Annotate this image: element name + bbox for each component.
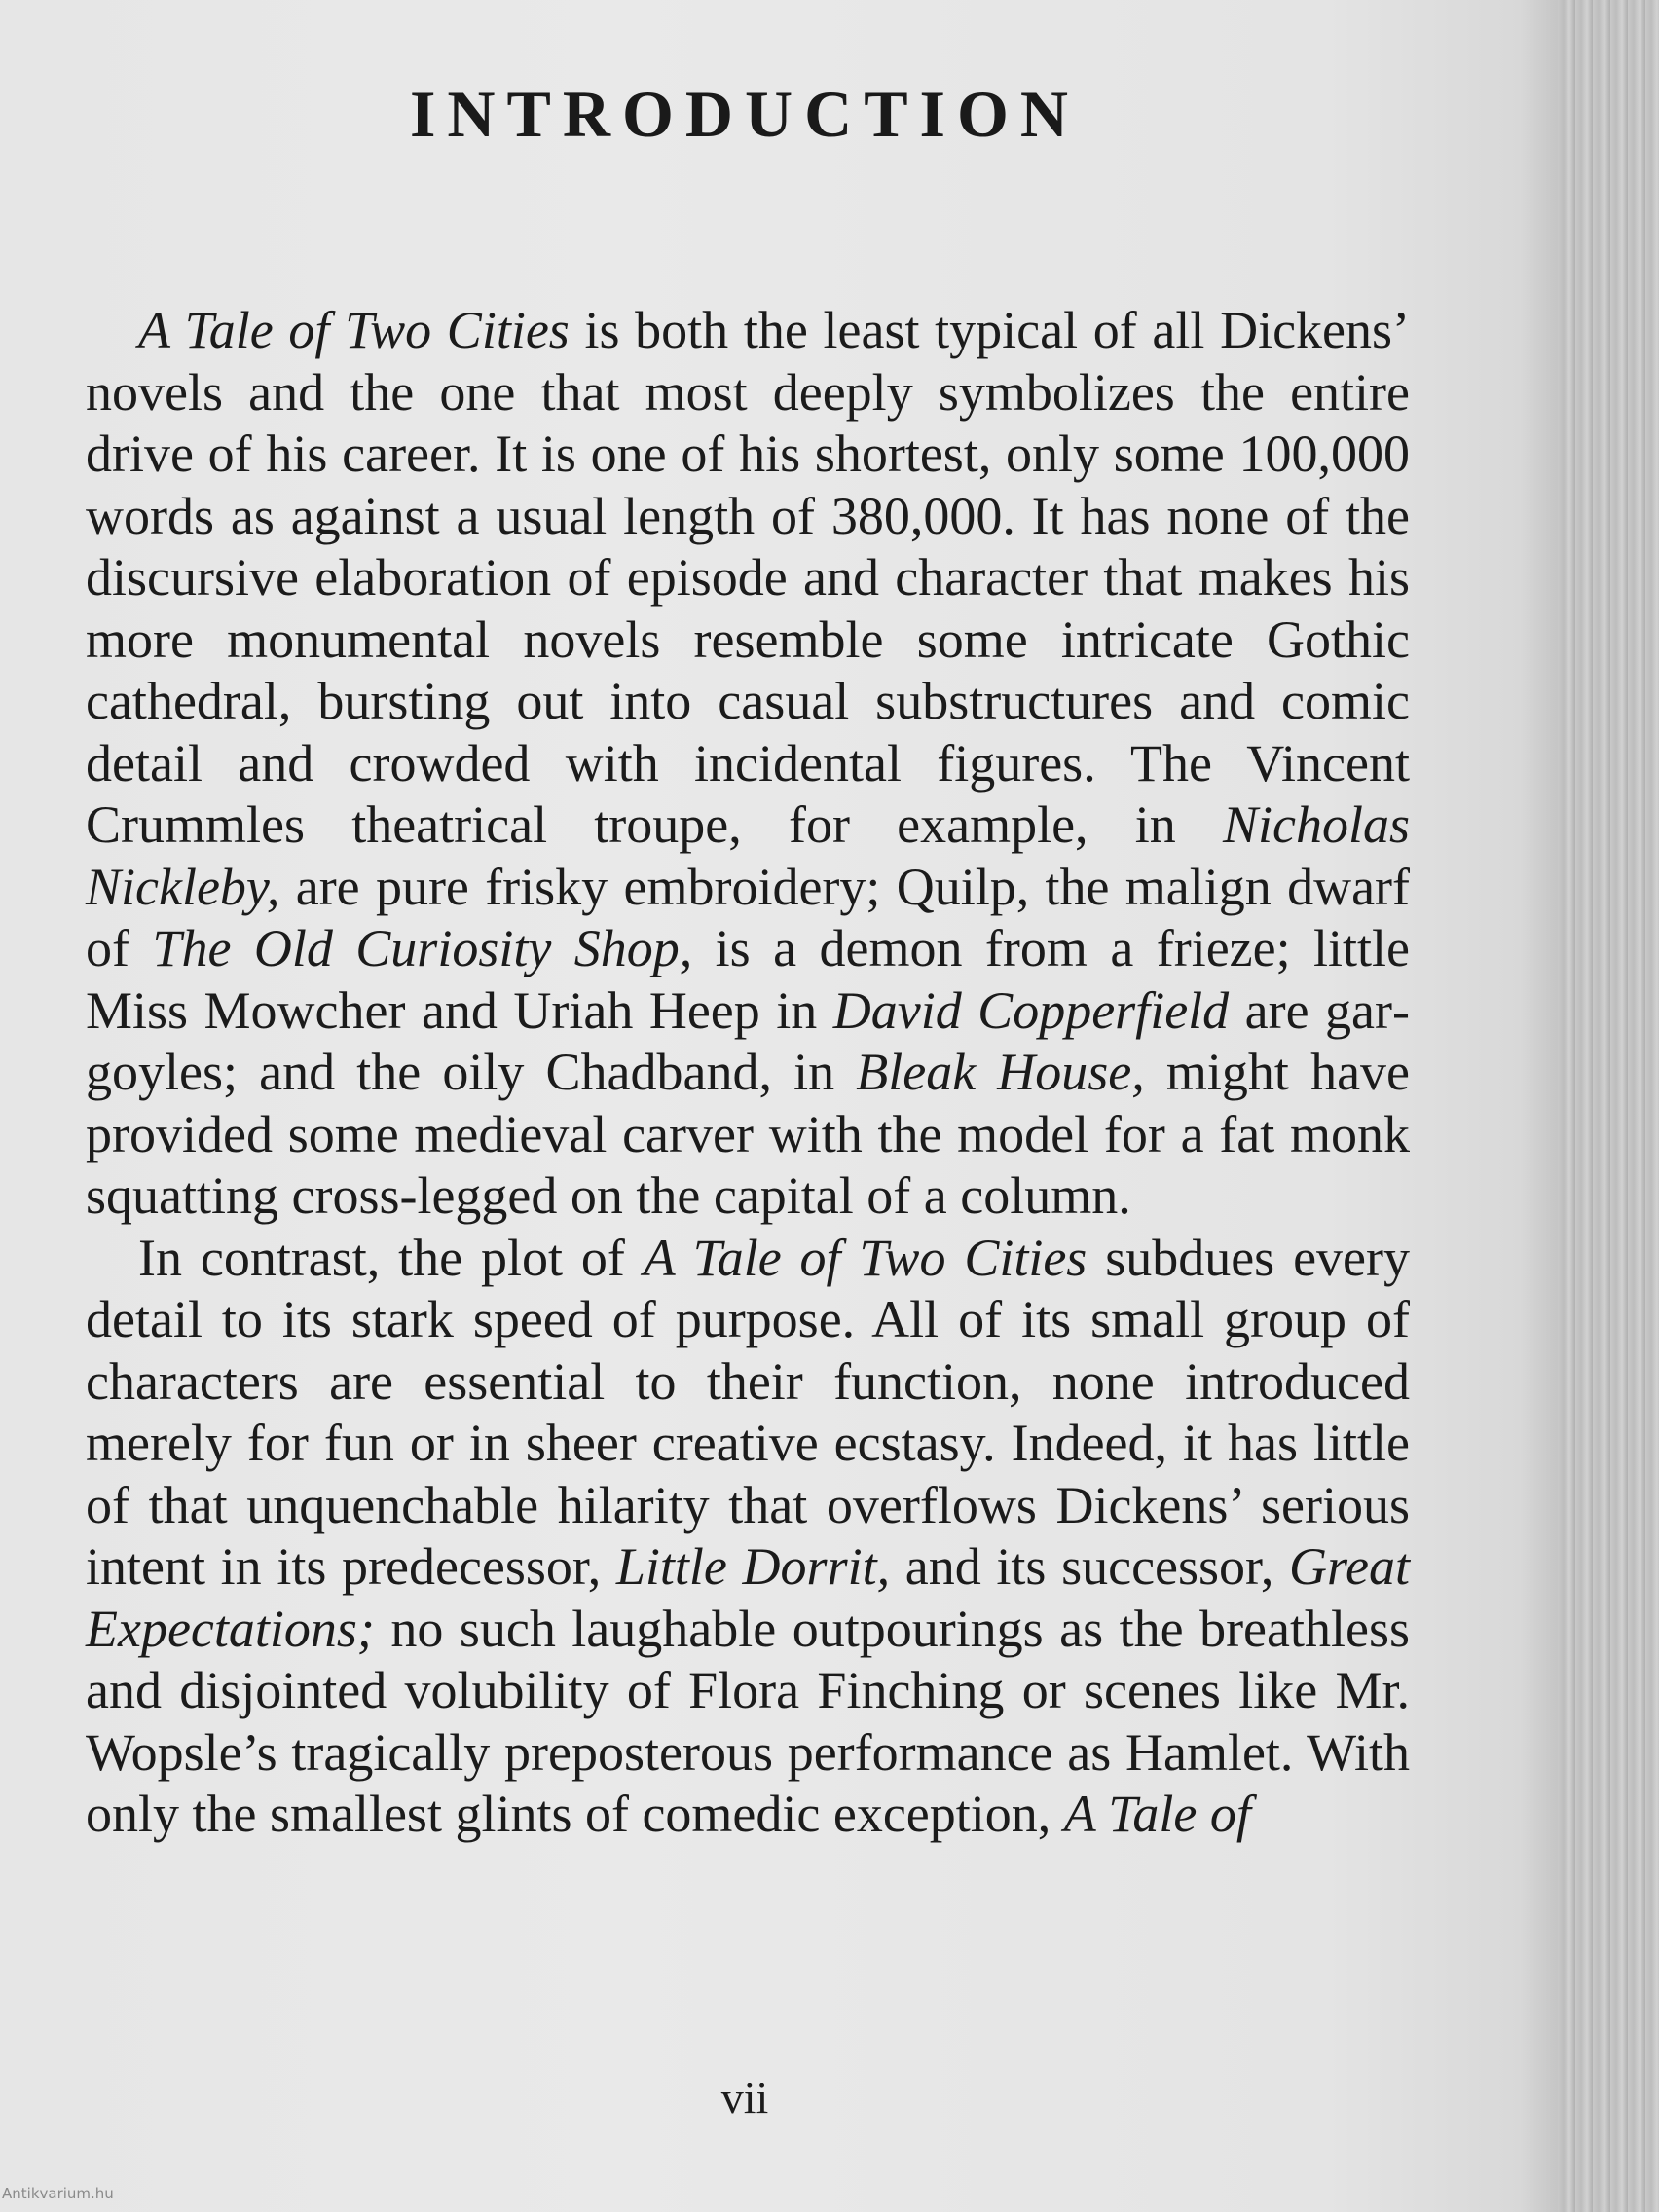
italic-title: A Tale of Two Cities <box>643 1228 1088 1287</box>
paragraph <box>86 1228 1410 1846</box>
italic-title: Great Expectations; <box>86 1537 1411 1658</box>
text-run: and its successor, <box>890 1537 1290 1596</box>
italic-title: A Tale of <box>1063 1785 1251 1843</box>
text-run: are gargoyles; and the oily Chadband, in <box>86 980 1410 1101</box>
italic-title: Bleak House, <box>856 1043 1145 1101</box>
italic-title: Little Dorrit, <box>615 1537 891 1596</box>
text-run: subdues every detail to its stark speed of purpose. All of its small group of characters are essential to their function, none introduced merely for fun or in sheer creative ecstasy. Indeed, it has little of that unquenchable hilarity that overflows Dickens’ serious intent in its predecessor, <box>86 1228 1410 1596</box>
page-stack-edge <box>1558 0 1659 2212</box>
text-run: is a demon from a frieze; little Miss Mowcher and Uriah Heep in <box>86 919 1411 1040</box>
body-text <box>86 300 1410 1846</box>
page-number: vii <box>720 2073 769 2122</box>
italic-title: A Tale of Two Cities <box>138 301 570 359</box>
text-run: is both the least typical of all Dickens’ novels and the one that most deeply symbolizes the entire drive of his career. It is one of his shortest, only some 100,000 words as against a usual length of 380,000. It has none of the discursive elaboration of episode and character that makes his more monumental novels resemble some intricate Gothic cathedral, bursting out into casual substructures and comic detail and crowded with incidental figures. The Vincent Crummles theatrical troupe, for example, in <box>86 301 1410 854</box>
watermark-label: Antikvarium.hu <box>2 2185 114 2202</box>
text-run: might have provided some medieval carver with the model for a fat monk squatting cross-legged on the capital of a column. <box>86 1043 1411 1225</box>
text-run: are pure frisky embroidery; Quilp, the malign dwarf of <box>86 857 1410 977</box>
italic-title: The Old Curiosity Shop, <box>152 919 693 977</box>
italic-title: Nicholas Nickleby, <box>86 795 1410 916</box>
chapter-heading: INTRODUCTION <box>409 77 1081 151</box>
paragraph <box>86 300 1410 1228</box>
page-gutter-shadow <box>1519 0 1558 2212</box>
text-run: no such laughable outpourings as the breathless and disjointed volubility of Flora Finching or scenes like Mr. Wopsle’s tragically preposterous performance as Hamlet. With only the smallest glints of comedic exception, <box>86 1599 1410 1843</box>
text-run: In contrast, the plot of <box>138 1228 644 1287</box>
italic-title: David Copperfield <box>832 980 1230 1040</box>
